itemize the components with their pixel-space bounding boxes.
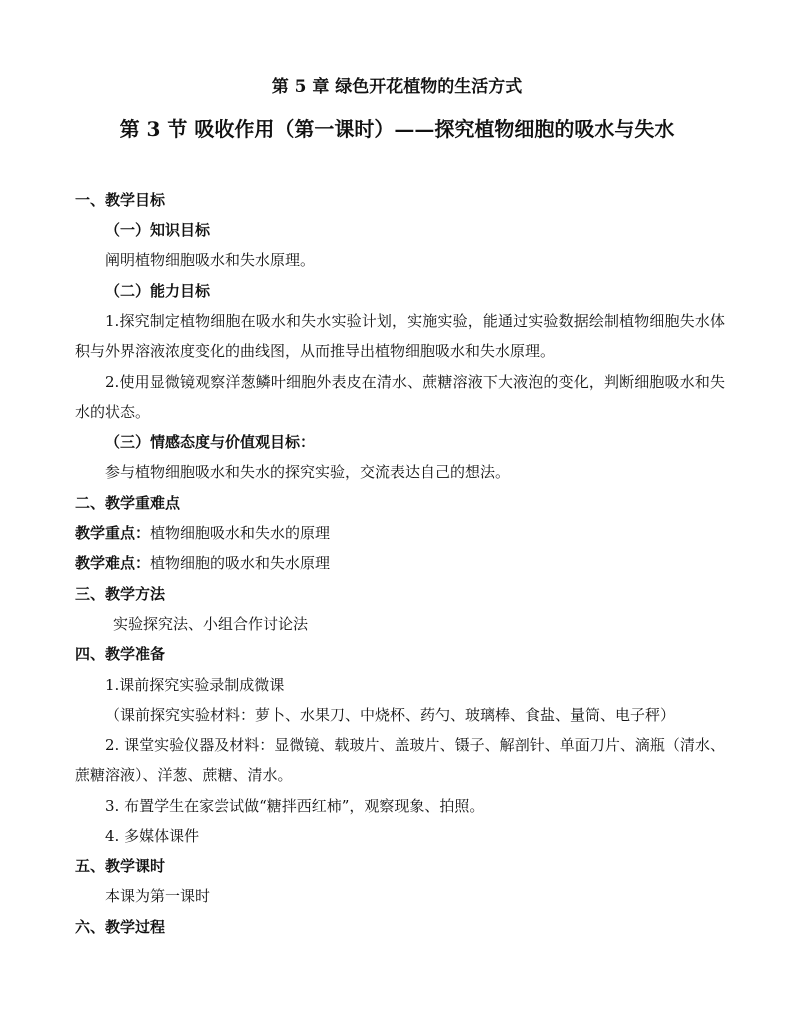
preparation-item-1: 1.课前探究实验录制成微课 xyxy=(105,676,285,694)
teaching-difficulty-label: 教学难点： xyxy=(75,554,151,572)
teaching-difficulty xyxy=(75,553,330,573)
key-points-heading: 二、教学重难点 xyxy=(75,494,181,512)
methods-text: 实验探究法、小组合作讨论法 xyxy=(113,615,309,633)
preparation-item-1-note: （课前探究实验材料：萝卜、水果刀、中烧杯、药勺、玻璃棒、食盐、量筒、电子秤） xyxy=(105,706,676,724)
preparation-heading: 四、教学准备 xyxy=(75,645,166,663)
chapter-title: 第 5 章 绿色开花植物的生活方式 xyxy=(271,77,523,97)
ability-objective-heading: （二）能力目标 xyxy=(105,282,211,300)
teaching-focus-label: 教学重点： xyxy=(75,524,151,542)
methods-heading: 三、教学方法 xyxy=(75,585,166,603)
objectives-heading: 一、教学目标 xyxy=(75,191,166,209)
schedule-heading: 五、教学课时 xyxy=(75,857,166,875)
knowledge-objective-heading: （一）知识目标 xyxy=(105,221,211,239)
preparation-item-3: 3. 布置学生在家尝试做“糖拌西红柿”，观察现象、拍照。 xyxy=(105,797,485,815)
preparation-item-2: 2. 课堂实验仪器及材料：显微镜、载玻片、盖玻片、镊子、解剖针、单面刀片、滴瓶（清水、蔗糖溶液）、洋葱、蔗糖、清水。 xyxy=(75,736,725,784)
section-title: 第 3 节 吸收作用（第一课时）——探究植物细胞的吸水与失水 xyxy=(119,117,675,141)
process-heading: 六、教学过程 xyxy=(75,918,166,936)
emotion-objective-text: 参与植物细胞吸水和失水的探究实验，交流表达自己的想法。 xyxy=(105,463,511,481)
schedule-text: 本课为第一课时 xyxy=(105,887,211,905)
teaching-focus xyxy=(75,523,330,543)
ability-objective-item-2: 2.使用显微镜观察洋葱鳞叶细胞外表皮在清水、蔗糖溶液下大液泡的变化，判断细胞吸水和失水的状态。 xyxy=(75,373,725,421)
knowledge-objective-text: 阐明植物细胞吸水和失水原理。 xyxy=(105,251,316,269)
ability-objective-item-1: 1.探究制定植物细胞在吸水和失水实验计划，实施实验，能通过实验数据绘制植物细胞失水体积与外界溶液浓度变化的曲线图，从而推导出植物细胞吸水和失水原理。 xyxy=(75,312,725,360)
teaching-difficulty-text: 植物细胞的吸水和失水原理 xyxy=(150,554,331,572)
preparation-item-4: 4. 多媒体课件 xyxy=(105,827,200,845)
emotion-objective-heading: （三）情感态度与价值观目标： xyxy=(105,433,316,451)
teaching-focus-text: 植物细胞吸水和失水的原理 xyxy=(150,524,331,542)
